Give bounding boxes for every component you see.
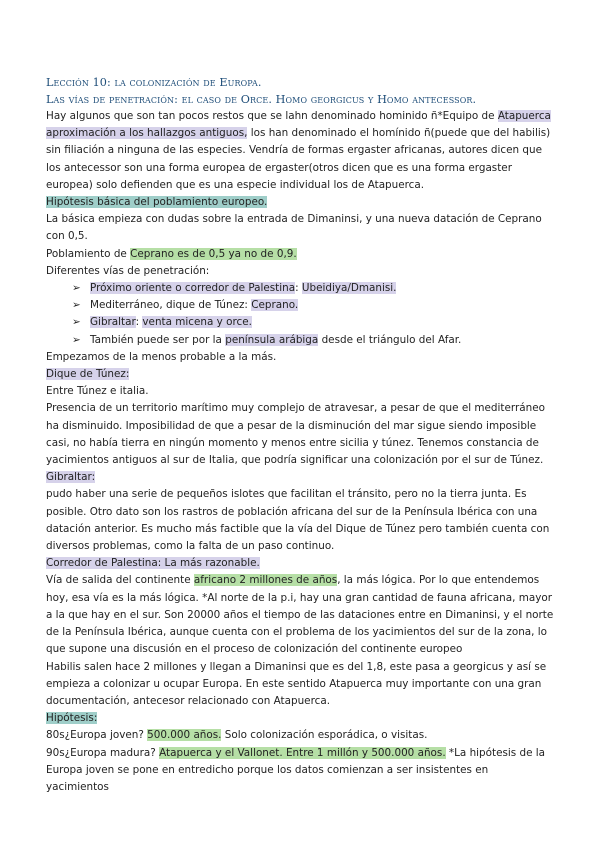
- poblamiento-text: Poblamiento de: [46, 247, 131, 260]
- lesson-subtitle: Las vías de penetración: el caso de Orce. Homo georgicus y Homo antecessor.: [46, 93, 477, 106]
- corredor-title: Corredor de Palestina: La más razonable.: [46, 557, 260, 570]
- dique-p1: Entre Túnez e italia.: [46, 385, 149, 398]
- list-item: [72, 297, 554, 314]
- hipotesis-basica-p3: Empezamos de la menos probable a la más.: [46, 350, 277, 363]
- corredor-p2: Habilis salen hace 2 millones y llegan a Dimaninsi que es del 1,8, este pasa a georgicus y así se empieza a colonizar u ocupar Europa. En este sentido Atapuerca muy importante con una gran documentación, antecesor relacionado con Atapuerca.: [46, 660, 547, 707]
- list-item: [72, 280, 554, 297]
- hipotesis-title: Hipótesis:: [46, 712, 98, 725]
- intro-highlight: Atapuerca aproximación a los hallazgos antiguos,: [46, 110, 551, 140]
- intro-text-c: los han denominado el homínido ñ(puede que del habilis) sin filiación a ninguna de las especies. Vendría de formas ergaster africanas, autores dicen que los antecessor son una forma europea de ergaster(otros dicen que es una forma ergaster europea) solo defienden que es una especie individual los de Atapuerca.: [46, 127, 551, 191]
- dique-title: Dique de Túnez:: [46, 368, 130, 381]
- vias-list: [46, 280, 554, 349]
- hipotesis-basica-p2: [46, 246, 554, 263]
- corredor-text-c: , la más lógica. Por lo que entendemos hoy, esa vía es la más lógica. *Al norte de la p.i, hay una gran cantidad de fauna africana, mayor a la que hay en el sur. Son 20000 años el tiempo de las dataciones entre en Dimaninsi, y el norte de la Península Ibérica, aunque cuenta con el problema de los yacimientos del sur de la zona, lo que supone una discusión en el proceso de colonización del continente europeo: [46, 574, 554, 656]
- hipotesis-heading: [46, 710, 554, 727]
- hipotesis-l1-highlight: 500.000 años.: [147, 729, 222, 742]
- corredor-heading: [46, 555, 554, 572]
- dique-heading: [46, 366, 554, 383]
- arrow-bullet-icon: ➢: [72, 316, 81, 329]
- corredor-highlight: africano 2 millones de años: [193, 574, 338, 587]
- dique-p2: Presencia de un territorio marítimo muy complejo de atravesar, a pesar de que el mediterráneo ha disminuido. Imposibilidad de que a pesar de la disminución del mar sigue siendo imposible casi, no había tierra en ningún momento y menos entre sicilia y túnez. Tenemos constancia de yacimientos antiguos al sur de Italia, que podría significar una colonización por el sur de Túnez.: [46, 402, 545, 467]
- gibraltar-p1: pudo haber una serie de pequeños islotes que facilitan el tránsito, pero no la tierra junta. Es posible. Otro dato son los rastros de población africana del sur de la Península Ibérica con una datación anterior. Es mucho más factible que la vía del Dique de Túnez pero también cuenta con diversos problemas, como la falta de un paso continuo.: [46, 488, 550, 553]
- via-sep: :: [135, 316, 143, 329]
- arrow-bullet-icon: ➢: [72, 282, 81, 295]
- hipotesis-l2-text: 90s¿Europa madura?: [46, 746, 160, 759]
- via-sep: :: [244, 299, 252, 312]
- hipotesis-basica-p1: La básica empieza con dudas sobre la entrada de Dimaninsi, y una nueva datación de Ceprano con 0,5.: [46, 213, 542, 243]
- gibraltar-title: Gibraltar:: [46, 471, 96, 484]
- corredor-text-a: Vía de salida del continente: [46, 574, 194, 587]
- via-detail: Ubeidiya/Dmanisi.: [301, 282, 397, 295]
- list-item: [72, 314, 554, 331]
- gibraltar-heading: [46, 469, 554, 486]
- via-detail: venta micena y orce.: [142, 316, 252, 329]
- ceprano-highlight: Ceprano es de 0,5 ya no de 0,9.: [130, 247, 297, 260]
- hipotesis-l1-end: Solo colonización esporádica, o visitas.: [221, 729, 428, 742]
- via-text-end: desde el triángulo del Afar.: [318, 333, 462, 346]
- corredor-p1: [46, 572, 554, 658]
- lesson-title: Lección 10: la colonización de Europa.: [46, 76, 262, 89]
- hipotesis-basica-title: Hipótesis básica del poblamiento europeo.: [46, 196, 268, 209]
- intro-text-a: Hay algunos que son tan pocos restos que se lahn denominado hominido ñ*Equipo de: [46, 110, 498, 122]
- hipotesis-line1: [46, 727, 554, 744]
- hipotesis-line2: [46, 745, 554, 797]
- hipotesis-l2-end: *La hipótesis de la Europa joven se pone en entredicho porque los datos comienzan a ser insistentes en yacimientos: [46, 746, 546, 793]
- via-name: Próximo oriente o corredor de Palestina: [90, 282, 296, 295]
- vias-label: Diferentes vías de penetración:: [46, 264, 210, 277]
- hipotesis-basica-heading: [46, 194, 554, 211]
- via-detail: Ceprano.: [251, 299, 299, 312]
- via-text: También puede ser por la: [90, 333, 226, 346]
- hipotesis-l2-highlight: Atapuerca y el Vallonet. Entre 1 millón y 500.000 años.: [159, 746, 446, 759]
- via-name: Mediterráneo, dique de Túnez: [90, 299, 245, 312]
- via-highlight: península arábiga: [225, 333, 319, 346]
- arrow-bullet-icon: ➢: [72, 299, 81, 312]
- arrow-bullet-icon: ➢: [72, 333, 81, 346]
- intro-paragraph: [46, 108, 554, 194]
- hipotesis-l1-text: 80s¿Europa joven?: [46, 729, 148, 742]
- list-item: [72, 332, 554, 349]
- via-sep: :: [295, 282, 302, 295]
- via-name: Gibraltar: [90, 316, 136, 329]
